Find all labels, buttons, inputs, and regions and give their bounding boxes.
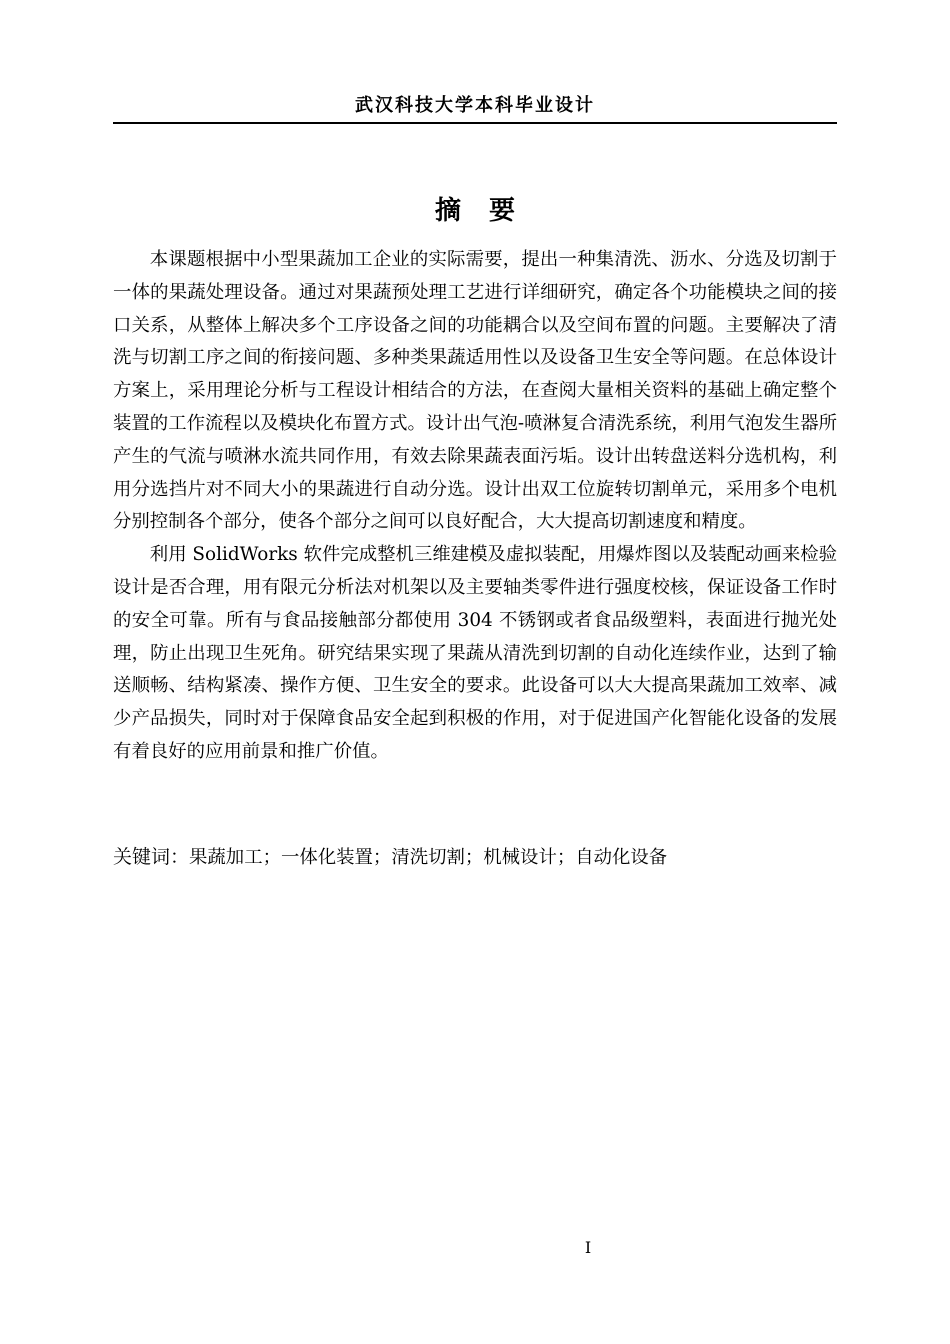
page-number: I bbox=[584, 1238, 592, 1257]
page-header bbox=[113, 94, 837, 124]
abstract-paragraph-1: 本课题根据中小型果蔬加工企业的实际需要，提出一种集清洗、沥水、分选及切割于一体的果蔬处理设备。通过对果蔬预处理工艺进行详细研究，确定各个功能模块之间的接口关系，从整体上解决多个工序设备之间的功能耦合以及空间布置的问题。主要解决了清洗与切割工序之间的衔接问题、多种类果蔬适用性以及设备卫生安全等问题。在总体设计方案上，采用理论分析与工程设计相结合的方法，在查阅大量相关资料的基础上确定整个装置的工作流程以及模块化布置方式。设计出气泡-喷淋复合清洗系统，利用气泡发生器所产生的气流与喷淋水流共同作用，有效去除果蔬表面污垢。设计出转盘送料分选机构，利用分选挡片对不同大小的果蔬进行自动分选。设计出双工位旋转切割单元，采用多个电机分别控制各个部分，使各个部分之间可以良好配合，大大提高切割速度和精度。 bbox=[113, 249, 837, 533]
abstract-title: 摘要 bbox=[434, 196, 543, 226]
header-title: 武汉科技大学本科毕业设计 bbox=[355, 95, 595, 116]
abstract-paragraph-2: 利用 SolidWorks 软件完成整机三维建模及虚拟装配，用爆炸图以及装配动画来检验设计是否合理，用有限元分析法对机架以及主要轴类零件进行强度校核，保证设备工作时的安全可靠。所有与食品接触部分都使用 304 不锈钢或者食品级塑料，表面进行抛光处理，防止出现卫生死角。研究结果实现了果蔬从清洗到切割的自动化连续作业，达到了输送顺畅、结构紧凑、操作方便、卫生安全的要求。此设备可以大大提高果蔬加工效率、减少产品损失，同时对于保障食品安全起到积极的作用，对于促进国产化智能化设备的发展有着良好的应用前景和推广价值。 bbox=[113, 544, 837, 762]
keywords-text: 果蔬加工；一体化装置；清洗切割；机械设计；自动化设备 bbox=[189, 847, 668, 868]
abstract-body bbox=[113, 244, 837, 769]
keywords-line bbox=[113, 841, 837, 874]
keywords-label: 关键词： bbox=[113, 846, 190, 868]
